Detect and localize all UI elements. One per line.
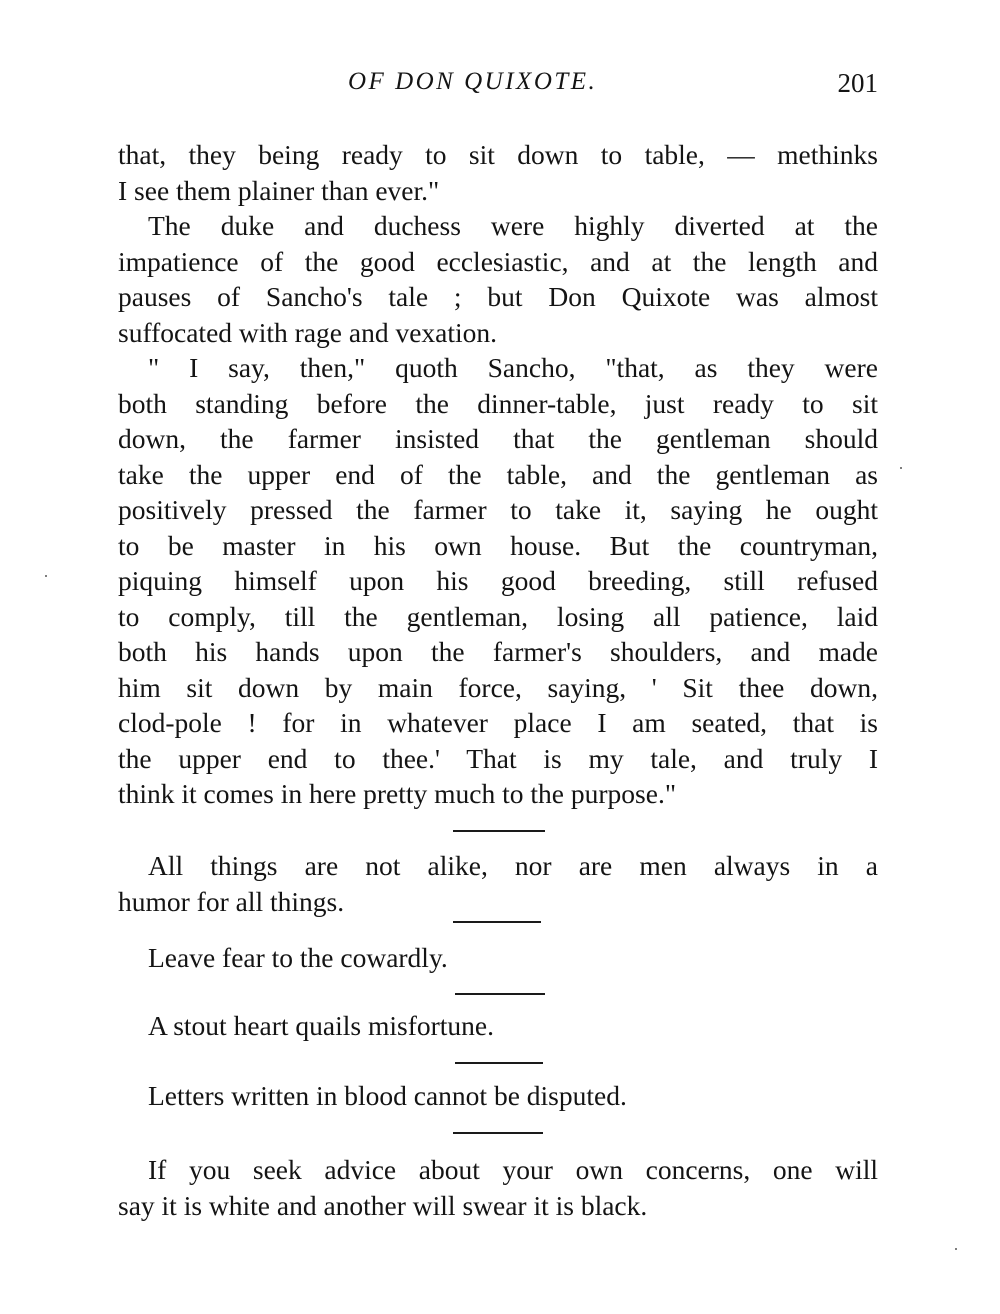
paragraph-sancho-tale [118, 350, 878, 812]
text-line: suffocated with rage and vexation. [118, 316, 498, 348]
maxim-divider-rule [453, 921, 541, 923]
text-line: to comply, till the gentleman, losing all patience, laid [118, 600, 878, 632]
text-line: to be master in his own house. But the countryman, [118, 529, 878, 561]
text-line: If you seek advice about your own concerns, one will [148, 1154, 878, 1185]
text-line: say it is white and another will swear it is black. [118, 1189, 648, 1221]
scan-speck [45, 575, 47, 577]
text-line: piquing himself upon his good breeding, still refused [118, 565, 878, 596]
text-line: the upper end to thee.' That is my tale, and truly I [118, 742, 878, 774]
text-line: Leave fear to the cowardly. [148, 942, 448, 973]
paragraph-duke-duchess [118, 208, 878, 350]
text-line: that, they being ready to sit down to table, — methinks [118, 139, 878, 170]
maxim-divider-rule [455, 993, 545, 995]
running-head [118, 68, 878, 108]
maxim-leave-fear [118, 940, 878, 976]
maxim-divider-rule [453, 1132, 543, 1134]
text-line: impatience of the good ecclesiastic, and at the length and [118, 245, 878, 277]
text-line: both standing before the dinner-table, just ready to sit [118, 387, 878, 419]
section-divider-rule [453, 830, 545, 832]
text-line: A stout heart quails misfortune. [148, 1010, 494, 1041]
paragraph-continuation [118, 137, 878, 208]
running-title: OF DON QUIXOTE. [348, 68, 598, 95]
text-line: both his hands upon the farmer's shoulders, and made [118, 636, 878, 667]
text-line: him sit down by main force, saying, ' Sit thee down, [118, 671, 878, 703]
maxim-divider-rule [455, 1062, 543, 1064]
text-line: think it comes in here pretty much to the purpose." [118, 778, 677, 809]
text-line: Letters written in blood cannot be disputed. [148, 1080, 627, 1111]
text-line: down, the farmer insisted that the gentleman should [118, 423, 878, 454]
text-line: " I say, then," quoth Sancho, "that, as they were [148, 352, 878, 383]
scan-speck [900, 467, 902, 469]
scan-speck [955, 1248, 957, 1250]
text-line: clod-pole ! for in whatever place I am seated, that is [118, 707, 878, 738]
maxim-stout-heart [118, 1008, 878, 1044]
text-line: The duke and duchess were highly diverted at the [148, 210, 878, 241]
text-line: pauses of Sancho's tale ; but Don Quixote was almost [118, 281, 878, 312]
maxim-seek-advice [118, 1152, 878, 1223]
text-line: All things are not alike, nor are men always in a [148, 850, 878, 881]
text-line: take the upper end of the table, and the gentleman as [118, 458, 878, 490]
page-number: 201 [837, 68, 878, 98]
maxim-letters-in-blood [118, 1078, 878, 1114]
text-line: humor for all things. [118, 885, 345, 917]
text-line: I see them plainer than ever." [118, 174, 440, 206]
text-line: positively pressed the farmer to take it, saying he ought [118, 494, 878, 525]
maxim-things-not-alike [118, 848, 878, 919]
